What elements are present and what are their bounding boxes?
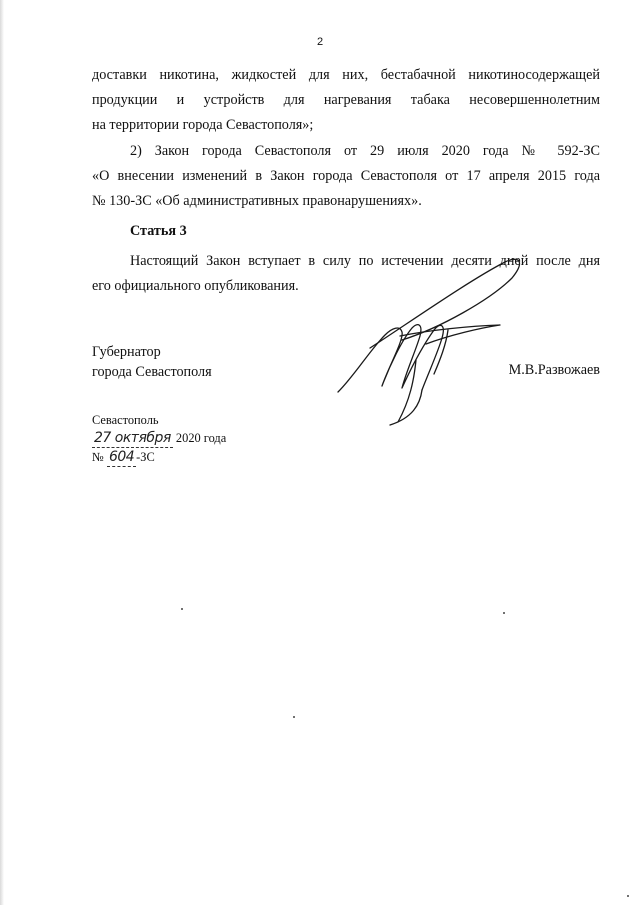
- text-line: его официального опубликования.: [92, 278, 299, 294]
- signatory-title-line-2: города Севастополя: [92, 364, 212, 380]
- scan-speck: [627, 895, 629, 897]
- text-line: «О внесении изменений в Закон города Севастополя от 17 апреля 2015 года: [92, 168, 600, 184]
- article-heading: Статья 3: [130, 223, 187, 239]
- signatory-title: [92, 342, 212, 382]
- text-line: на территории города Севастополя»;: [92, 117, 314, 133]
- text-line: 2) Закон города Севастополя от 29 июля 2020 года № 592-ЗС: [130, 143, 600, 159]
- number-prefix: №: [92, 450, 104, 464]
- page-number: 2: [316, 36, 324, 48]
- text-line: № 130-ЗС «Об административных правонарушениях».: [92, 193, 422, 209]
- footer-city: Севастополь: [92, 413, 159, 427]
- text-line: доставки никотина, жидкостей для них, бестабачной никотиносодержащей: [92, 67, 600, 83]
- scan-speck: [503, 612, 505, 614]
- handwritten-number: 604: [108, 449, 135, 465]
- date-suffix: 2020 года: [175, 431, 227, 445]
- item-2-paragraph: [92, 139, 600, 214]
- scan-speck: [293, 716, 295, 718]
- text-line: продукции и устройств для нагревания табака несовершеннолетним: [92, 92, 600, 108]
- document-footer: [92, 411, 226, 467]
- signatory-name: М.В.Развожаев: [508, 362, 600, 378]
- number-suffix: -ЗС: [136, 450, 155, 464]
- handwritten-date: 27 октября: [94, 430, 171, 446]
- page-edge-shadow: [0, 0, 4, 905]
- handwritten-signature-icon: [330, 240, 550, 440]
- text-line: Настоящий Закон вступает в силу по истечении десяти дней после дня: [130, 253, 600, 269]
- continuation-paragraph: [92, 63, 600, 138]
- footer-date: [92, 429, 226, 448]
- signatory-title-line-1: Губернатор: [92, 344, 161, 360]
- footer-number: [92, 448, 226, 467]
- scan-speck: [181, 608, 183, 610]
